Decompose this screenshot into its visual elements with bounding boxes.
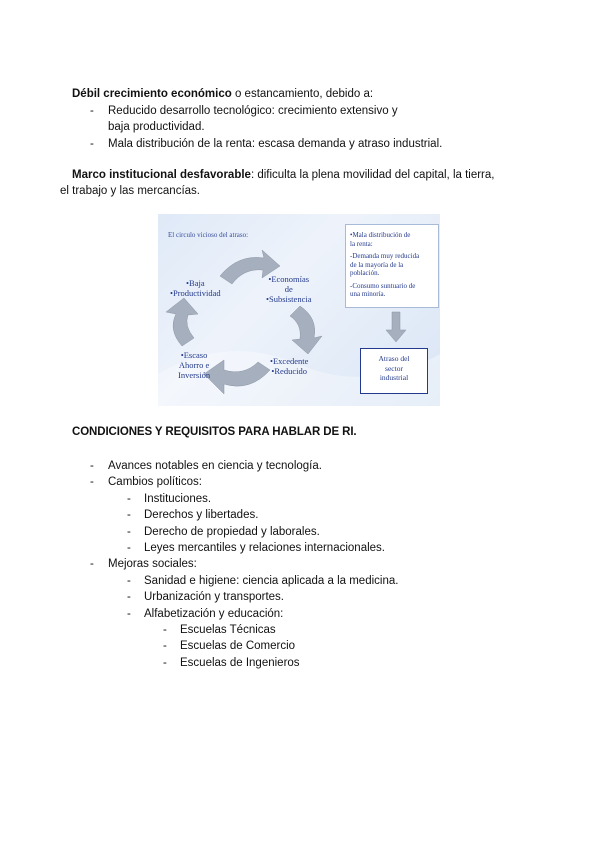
- dash-marker: -: [127, 542, 131, 555]
- section2-rest-line1: : dificulta la plena movilidad del capital, la tierra,: [250, 169, 495, 181]
- dash-marker: -: [90, 137, 94, 150]
- section1-list: [72, 103, 532, 152]
- list-item-text: Urbanización y transportes.: [144, 591, 284, 604]
- dash-marker: -: [90, 476, 94, 489]
- dash-marker: -: [127, 591, 131, 604]
- diagram-title: El circulo vicioso del atraso:: [168, 231, 249, 239]
- list-item: [72, 638, 532, 654]
- list-item: [72, 556, 532, 572]
- list-item-text: Sanidad e higiene: ciencia aplicada a la medicina.: [144, 574, 399, 587]
- list-item-text: Escuelas de Ingenieros: [180, 656, 300, 669]
- list-item-text: Avances notables en ciencia y tecnología.: [108, 460, 322, 472]
- arrow-right: [290, 306, 322, 354]
- node-ahorro: •Escaso Ahorro e Inversión: [178, 350, 211, 380]
- list-item-text: Derechos y libertades.: [144, 509, 259, 522]
- dash-marker: -: [163, 624, 167, 637]
- section2-rest-line2: el trabajo y las mercancías.: [60, 185, 200, 197]
- list-item: [72, 474, 532, 490]
- vicious-circle-diagram: [158, 214, 440, 406]
- list-item-text: baja productividad.: [108, 121, 205, 134]
- dash-marker: -: [127, 492, 131, 505]
- section2-title: Marco institucional desfavorable: [72, 169, 251, 181]
- section1-intro: [72, 86, 532, 102]
- list-item-text: Derecho de propiedad y laborales.: [144, 525, 320, 538]
- list-item: [72, 524, 532, 540]
- list-item-text: Instituciones.: [144, 492, 212, 505]
- dash-marker: -: [90, 105, 94, 117]
- section2-intro: [72, 167, 542, 183]
- dash-marker: -: [127, 525, 131, 538]
- list-item: [72, 606, 532, 622]
- list-item: [72, 573, 532, 589]
- list-item: [72, 540, 532, 556]
- list-item-text: Reducido desarrollo tecnológico: crecimiento extensivo y: [108, 105, 398, 117]
- dash-marker: -: [163, 656, 167, 669]
- list-item-text: Escuelas de Comercio: [180, 640, 296, 653]
- conditions-heading: CONDICIONES Y REQUISITOS PARA HABLAR DE RI.: [72, 426, 357, 438]
- arrow-left: [166, 298, 198, 346]
- list-item-text: Mala distribución de la renta: escasa demanda y atraso industrial.: [108, 137, 443, 150]
- dash-marker: -: [127, 509, 131, 522]
- list-item-text: Cambios políticos:: [108, 476, 202, 489]
- node-economias: •Economías de •Subsistencia: [266, 274, 312, 304]
- list-item-text: Escuelas Técnicas: [180, 624, 276, 637]
- arrow-down: [386, 312, 406, 342]
- dash-marker: -: [127, 574, 131, 587]
- list-item-text: Alfabetización y educación:: [144, 607, 284, 620]
- list-item: [72, 103, 532, 136]
- section1-title: Débil crecimiento económico: [72, 88, 232, 100]
- list-item: [72, 589, 532, 605]
- list-item-text: Mejoras sociales:: [108, 558, 197, 571]
- node-excedente: •Excedente •Reducido: [270, 356, 309, 376]
- dash-marker: -: [163, 640, 167, 653]
- renta-box: •Mala distribución de la renta: -Demanda muy reducida de la mayoría de la población. -Consumo suntuario de una minoría.: [345, 224, 439, 308]
- list-item: [72, 491, 532, 507]
- node-productividad: •Baja •Productividad: [170, 278, 221, 298]
- dash-marker: -: [127, 607, 131, 620]
- list-item: [72, 458, 532, 474]
- atraso-box: Atraso del sector industrial: [360, 348, 428, 394]
- dash-marker: -: [90, 460, 94, 472]
- list-item-text: Leyes mercantiles y relaciones internacionales.: [144, 542, 385, 555]
- dash-marker: -: [90, 558, 94, 571]
- list-item: [72, 622, 532, 638]
- section1-rest: o estancamiento, debido a:: [231, 88, 374, 100]
- list-item: [72, 655, 532, 671]
- list-item: [72, 507, 532, 523]
- conditions-list: [72, 458, 532, 671]
- list-item: [72, 136, 532, 152]
